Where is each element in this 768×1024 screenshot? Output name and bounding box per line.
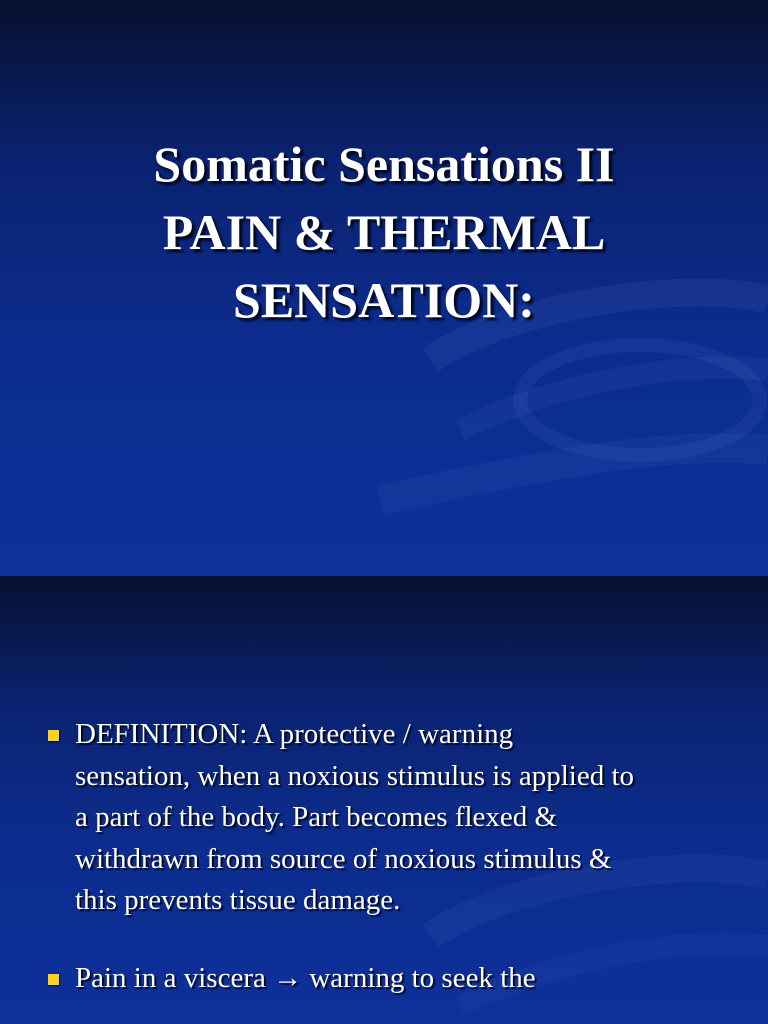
bullet-line: DEFINITION: A protective / warning bbox=[75, 718, 514, 750]
bullet-list bbox=[48, 714, 738, 999]
yellow-square-bullet-icon bbox=[48, 730, 59, 741]
bullet-item-visceral-pain bbox=[48, 958, 738, 1000]
title-line-3: SENSATION: bbox=[233, 272, 535, 328]
title-line-1: Somatic Sensations II bbox=[153, 136, 615, 192]
bullet-line: Pain in a viscera → warning to seek the bbox=[75, 961, 536, 994]
slide-title bbox=[0, 130, 768, 334]
bullet-line: this prevents tissue damage. bbox=[75, 884, 401, 916]
slide-2 bbox=[0, 576, 768, 1024]
bullet-line: a part of the body. Part becomes flexed & bbox=[75, 801, 558, 833]
yellow-square-bullet-icon bbox=[48, 974, 59, 985]
bullet-item-definition bbox=[48, 714, 738, 922]
title-line-2: PAIN & THERMAL bbox=[162, 204, 606, 260]
bullet-line: sensation, when a noxious stimulus is applied to bbox=[75, 759, 635, 792]
bullet-line: withdrawn from source of noxious stimulus & bbox=[75, 842, 612, 875]
